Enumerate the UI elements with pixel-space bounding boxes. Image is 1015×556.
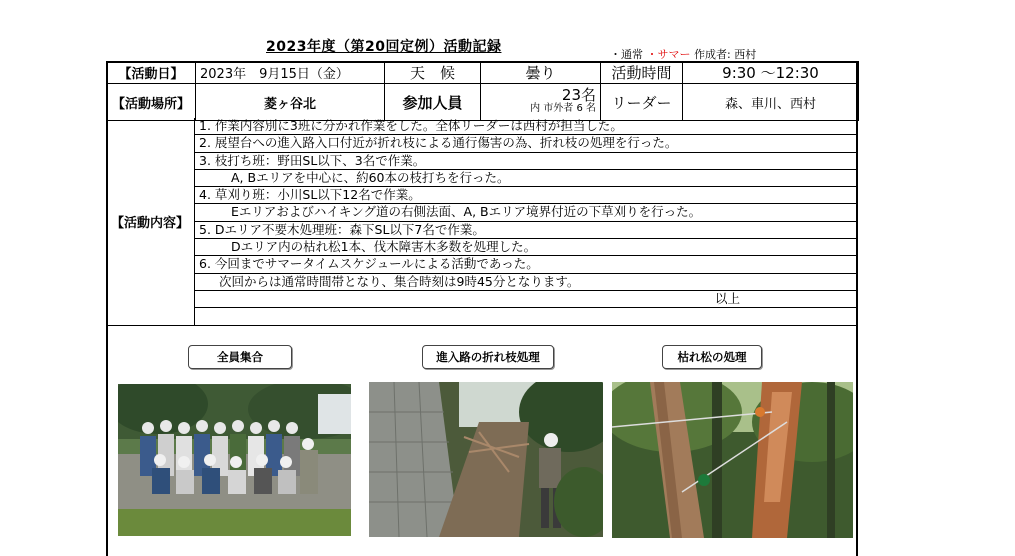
page-title: 2023年度（第20回定例）活動記録 bbox=[266, 39, 502, 55]
content-line: 次回からは通常時間帯となり、集合時刻は9時45分となります。 bbox=[195, 274, 858, 291]
leader-value: 森、車川、西村 bbox=[683, 84, 859, 121]
section-divider bbox=[106, 325, 858, 326]
photo-caption-1: 全員集合 bbox=[188, 345, 292, 369]
weather-label: 天 候 bbox=[385, 62, 481, 84]
group-photo bbox=[118, 384, 351, 536]
leader-label: リーダー bbox=[601, 84, 683, 121]
date-value: 2023年 9月15日（金） bbox=[196, 62, 385, 84]
participants-value: 23名 bbox=[561, 86, 596, 104]
content-line: 5. Dエリア不要木処理班：森下SL以下7名で作業。 bbox=[195, 222, 858, 239]
place-value: 菱ヶ谷北 bbox=[196, 84, 385, 121]
participants-label: 参加人員 bbox=[385, 84, 481, 121]
content-line bbox=[195, 308, 858, 325]
type-summer: ・サマー bbox=[646, 48, 691, 61]
content-lines bbox=[195, 118, 858, 326]
participants-cell bbox=[481, 84, 601, 121]
content-line: 4. 草刈り班：小川SL以下12名で作業。 bbox=[195, 187, 858, 204]
photo-caption-2: 進入路の折れ枝処理 bbox=[422, 345, 554, 369]
author-label: 作成者: bbox=[694, 48, 731, 61]
branch-clearing-photo bbox=[369, 382, 603, 537]
content-line: 6. 今回までサマータイムスケジュールによる活動であった。 bbox=[195, 256, 858, 273]
time-label: 活動時間 bbox=[601, 62, 683, 84]
author-name: 西村 bbox=[734, 48, 757, 61]
time-value: 9:30 ～12:30 bbox=[683, 62, 859, 84]
content-line: 2. 展望台への進入路入口付近が折れ枝による通行傷害の為、折れ枝の処理を行った。 bbox=[195, 135, 858, 152]
content-line: Dエリア内の枯れ松1本、伐木障害木多数を処理した。 bbox=[195, 239, 858, 256]
weather-value: 曇り bbox=[481, 62, 601, 84]
dead-pine-photo bbox=[612, 382, 853, 538]
participants-sub: 内 市外者 6 名 bbox=[530, 103, 596, 114]
content-line: 1. 作業内容別に3班に分かれ作業をした。全体リーダーは西村が担当した。 bbox=[195, 118, 858, 135]
place-label: 【活動場所】 bbox=[107, 84, 196, 121]
header-table bbox=[106, 61, 859, 121]
content-line: A, Bエリアを中心に、約60本の枝打ちを行った。 bbox=[195, 170, 858, 187]
content-line: 3. 枝打ち班：野田SL以下、3名で作業。 bbox=[195, 153, 858, 170]
date-label: 【活動日】 bbox=[107, 62, 196, 84]
record-meta bbox=[610, 46, 756, 62]
content-label: 【活動内容】 bbox=[106, 118, 195, 326]
content-line-closing: 以上 bbox=[195, 291, 858, 308]
photo-caption-3: 枯れ松の処理 bbox=[662, 345, 762, 369]
type-normal: ・通常 bbox=[610, 48, 643, 61]
content-line: Eエリアおよびハイキング道の右側法面、A, Bエリア境界付近の下草刈りを行った。 bbox=[195, 204, 858, 221]
